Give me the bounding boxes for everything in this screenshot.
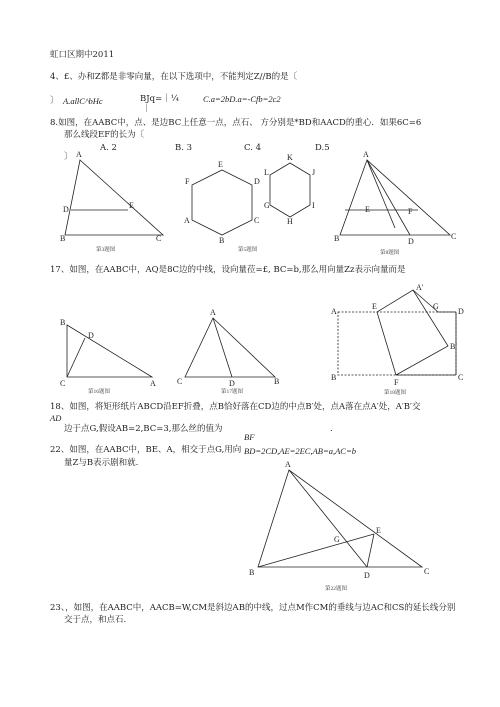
- q23-stem-line2: 交于点，和点石.: [64, 615, 127, 625]
- figure-17: [177, 308, 279, 395]
- fig16-label-d: D: [88, 331, 94, 340]
- fig22-label-a: A: [285, 460, 291, 469]
- fig18-caption: 第18题图: [384, 390, 407, 396]
- fig5-label-f: F: [185, 177, 190, 186]
- fig5-label-l: L: [264, 168, 269, 177]
- fig22-label-c: C: [424, 567, 430, 576]
- q8-option-b: B. 3: [175, 143, 193, 153]
- q8-option-c: C. 4: [244, 143, 262, 153]
- fig18-fold-ef: [377, 312, 396, 375]
- figure-8: [334, 150, 456, 256]
- fig8-label-d: D: [408, 237, 414, 246]
- fig17-triangle: [185, 318, 275, 377]
- fig22-label-g: G: [334, 535, 340, 544]
- fig18-label-b: B: [331, 373, 337, 382]
- figure-5: [184, 153, 315, 253]
- q17-stem: 17、如图，在AABC中，AQ是8C边的中线，设向量莅=£, BC=b,那么用向量Zz表示向量而是: [50, 265, 406, 275]
- fig18-label-b-prime: B′: [450, 342, 458, 351]
- fig18-label-f: F: [394, 378, 399, 387]
- fig5-label-j: J: [312, 168, 316, 177]
- fig18-label-a: A: [331, 307, 337, 316]
- fig5-label-i: I: [312, 201, 315, 210]
- fig3-triangle-abc: [65, 160, 163, 235]
- fig3-label-c: C: [156, 234, 162, 243]
- fig8-label-c: C: [451, 232, 457, 241]
- fig17-label-b: B: [274, 377, 280, 386]
- q18-stem-line2: AD: [50, 413, 62, 423]
- q4-stem: 4、£、办和Z都是非零向量，在以下选项中，不能判定Z//B的是〔: [50, 72, 298, 82]
- fig5-label-e: E: [218, 160, 223, 169]
- q4-option-cd: C.a=2bD.a=-Cfb=2c2: [203, 94, 281, 104]
- fig8-label-a: A: [363, 150, 369, 159]
- fig22-caption: 第22题图: [325, 586, 348, 592]
- q22-given-formula: BD=2CD,AE=2EC,AB=a,AC=b: [244, 446, 356, 456]
- q4-option-a: A.allC^bHc: [63, 96, 103, 106]
- fig5-large-hexagon: [192, 170, 252, 235]
- page-header: 虹口区期中2011: [50, 50, 115, 60]
- q22-stem-line2: 量Z与B表示剧和就.: [64, 458, 139, 468]
- figure-3: [60, 150, 163, 253]
- q8-option-d: D.5: [315, 143, 330, 153]
- fig22-label-e: E: [376, 526, 381, 535]
- q23-stem-line1: 23、，如图，在AABC中，AACB=W,CM是斜边AB的中线，过点M作CM的垂线与边AC和CS的延长线分别: [50, 603, 456, 613]
- fig3-label-d: D: [63, 205, 69, 214]
- fig5-label-h: H: [287, 217, 293, 226]
- q18-stem-line1: 18、如图，将矩形纸片ABCD沿EF折叠，点B恰好落在CD边的中点B′处，点A落在点A′处，A′B′交: [50, 402, 421, 412]
- fig8-label-b: B: [334, 234, 340, 243]
- figure-16: [60, 318, 156, 395]
- fig16-caption: 第16题图: [88, 389, 111, 395]
- fig17-label-d: D: [229, 379, 235, 388]
- figure-22: [249, 460, 429, 592]
- fig8-caption: 第8题图: [380, 250, 400, 256]
- fig8-segment-ad: [367, 160, 410, 235]
- q8-close-bracket: 〕: [64, 152, 73, 162]
- q8-stem-line1: 8.如图，在AABC中，点、是边BC上任意一点，点石、 方分别是*BD和AACD的重心．如果6C=6: [50, 118, 422, 128]
- fig3-label-b: B: [60, 234, 66, 243]
- fig18-label-d: D: [458, 307, 464, 316]
- fig18-rectangle-dashed: [338, 312, 456, 375]
- q4-close-bracket: 〕: [50, 96, 59, 106]
- fig5-caption: 第5题图: [238, 247, 258, 253]
- fig5-label-k: K: [287, 153, 293, 162]
- fig22-segment-de: [367, 534, 374, 567]
- fig16-segment-cd: [67, 338, 85, 377]
- q18-dot: .: [330, 424, 333, 434]
- fig8-triangle-abc: [340, 160, 450, 235]
- fig16-label-c: C: [60, 379, 66, 388]
- q22-bf-label: BF: [244, 432, 255, 442]
- q22-stem-line1: 22、如图，在AABC中，BE、A，相交于点G,用向: [50, 445, 242, 455]
- q4-option-b: BJq=｜¼: [140, 94, 179, 104]
- fig18-label-g: G: [433, 302, 439, 311]
- fig8-label-f: F: [408, 207, 413, 216]
- fig8-median: [367, 160, 395, 228]
- fig16-label-a: A: [150, 379, 156, 388]
- fig3-label-a: A: [76, 150, 82, 159]
- fig16-triangle: [67, 325, 152, 377]
- fig5-label-c: C: [254, 216, 260, 225]
- fig17-label-a: A: [210, 308, 216, 317]
- fig5-small-hexagon: [270, 163, 310, 217]
- fig5-label-a: A: [184, 216, 190, 225]
- fig18-label-e: E: [372, 302, 377, 311]
- fig22-triangle-abc: [258, 470, 422, 567]
- q18-stem-line3: 边于点G,假设AB=2,BC=3,那么丝的值为: [64, 424, 223, 434]
- fig22-segment-be: [258, 534, 374, 567]
- figure-18: [331, 283, 464, 396]
- fig17-caption: 第17题图: [221, 389, 244, 395]
- fig5-label-b: B: [219, 236, 225, 245]
- fig3-caption: 第3题图: [96, 247, 116, 253]
- q8-stem-line2: 那么线段EF的长为〔: [64, 130, 145, 140]
- fig16-label-b: B: [60, 318, 66, 327]
- q4-option-b-bar: ｜: [142, 104, 151, 114]
- fig8-label-e: E: [365, 205, 370, 214]
- fig5-label-d: D: [254, 177, 260, 186]
- fig5-label-g: G: [264, 201, 270, 210]
- fig18-label-a-prime: A′: [416, 283, 424, 292]
- fig3-label-e: E: [129, 201, 134, 210]
- q8-option-a: A. 2: [100, 143, 117, 153]
- fig22-label-d: D: [364, 571, 370, 580]
- fig18-label-c: C: [458, 373, 464, 382]
- fig22-label-b: B: [249, 568, 255, 577]
- fig17-label-c: C: [177, 377, 183, 386]
